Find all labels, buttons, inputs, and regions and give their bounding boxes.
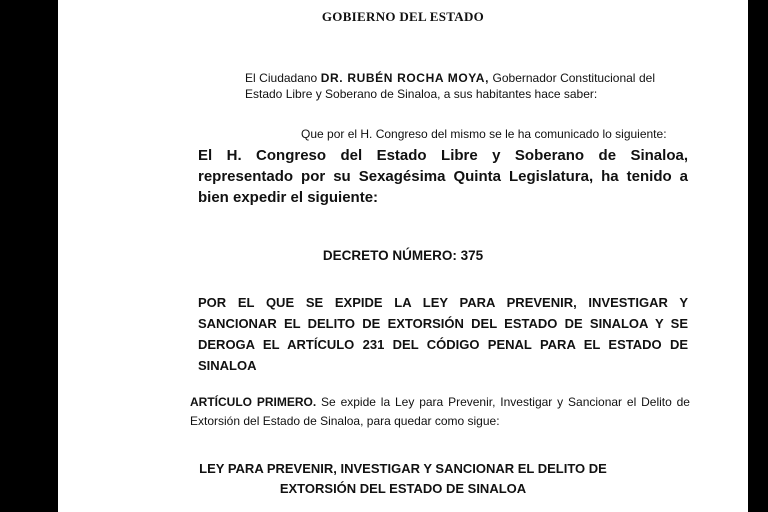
articulo-lead: ARTÍCULO PRIMERO.: [190, 395, 317, 409]
decree-title: POR EL QUE SE EXPIDE LA LEY PARA PREVENIR, INVESTIGAR Y SANCIONAR EL DELITO DE EXTORSIÓN DEL ESTADO DE SINALOA Y SE DEROGA EL ARTÍCULO 231 DEL CÓDIGO PENAL PARA EL ESTADO DE SINALOA: [198, 295, 688, 373]
comunicado-line: Que por el H. Congreso del mismo se le ha comunicado lo siguiente:: [301, 127, 667, 141]
document-page: [58, 0, 748, 512]
law-title-line-2: EXTORSIÓN DEL ESTADO DE SINALOA: [279, 481, 527, 496]
governor-name: DR. RUBÉN ROCHA MOYA,: [320, 71, 490, 85]
intro-paragraph: [245, 70, 655, 102]
congreso-paragraph: El H. Congreso del Estado Libre y Soberano de Sinaloa, representado por su Sexagésima Quinta Legislatura, ha tenido a bien expedir el siguiente:: [198, 147, 688, 206]
law-title-line-1: LEY PARA PREVENIR, INVESTIGAR Y SANCIONAR EL DELITO DE: [199, 461, 607, 476]
articulo-text: Se expide la Ley para Prevenir, Investigar y Sancionar el Delito de Extorsión del Estado de Sinaloa, para quedar como sigue:: [190, 395, 690, 428]
law-title: [58, 459, 748, 499]
intro-suffix: Gobernador Constitucional del Estado Libre y Soberano de Sinaloa, a sus habitantes hace saber:: [245, 71, 655, 101]
decreto-number: DECRETO NÚMERO: 375: [322, 248, 484, 263]
page-header: GOBIERNO DEL ESTADO: [321, 9, 485, 24]
articulo-primero: [190, 393, 690, 431]
intro-prefix: El Ciudadano: [245, 71, 321, 85]
